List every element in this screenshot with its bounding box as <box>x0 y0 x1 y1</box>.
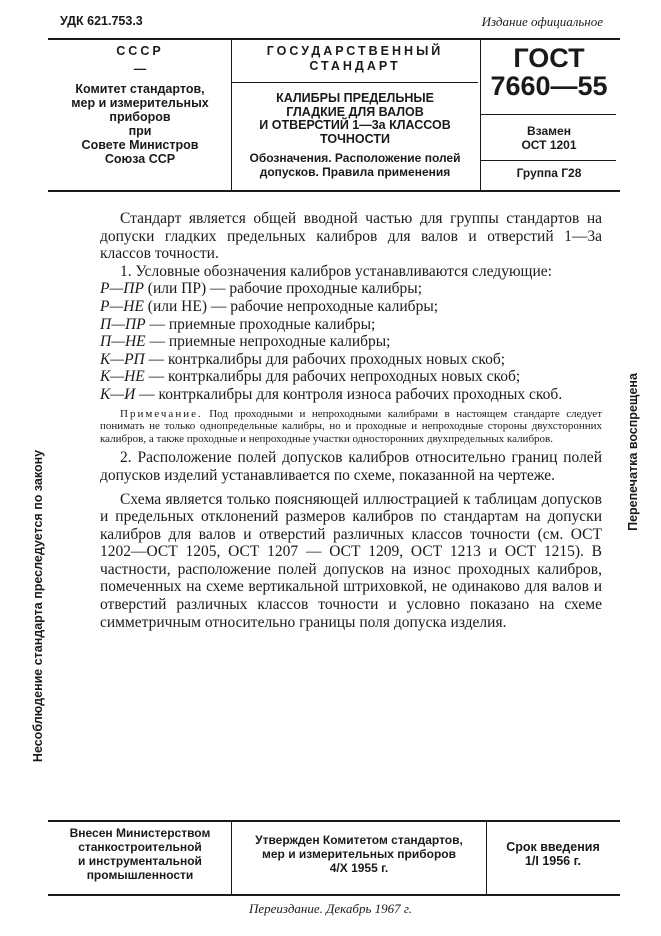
symbol-dash: (или ПР) — <box>143 280 230 298</box>
issuing-organization <box>50 44 230 166</box>
note-label: Примечание. <box>120 407 203 420</box>
symbol-item <box>100 368 602 386</box>
symbol-code: К—НЕ <box>100 368 145 386</box>
org-line: приборов <box>109 110 171 124</box>
org-line: Комитет стандартов, <box>75 82 205 96</box>
symbol-item <box>100 316 602 334</box>
document-body <box>100 210 602 631</box>
symbol-code: Р—НЕ <box>100 297 144 315</box>
introduced-line: и инструментальной <box>78 854 202 868</box>
replaces-line: ОСТ 1201 <box>521 138 577 152</box>
footer-divider-right <box>486 820 487 895</box>
approved-line: мер и измерительных приборов <box>261 847 456 861</box>
symbol-dash: — <box>145 333 169 351</box>
introduced-by <box>50 826 230 882</box>
edition-label: Издание официальное <box>481 14 603 29</box>
gost-block <box>482 43 616 180</box>
introduced-line: станкостроительной <box>78 840 202 854</box>
standard-title-block <box>232 44 478 179</box>
symbol-code: К—РП <box>100 350 145 368</box>
symbol-item <box>100 298 602 316</box>
symbol-item <box>100 351 602 369</box>
title-line: КАЛИБРЫ ПРЕДЕЛЬНЫЕ <box>276 91 434 105</box>
approved-by <box>234 833 484 875</box>
symbol-text: приемные непроходные калибры; <box>168 333 391 351</box>
state-standard-line: ГОСУДАРСТВЕННЫЙ <box>266 44 444 58</box>
side-reprint-notice: Перепечатка воспрещена <box>626 373 640 531</box>
udk-code: УДК 621.753.3 <box>60 14 143 28</box>
approved-line: Утвержден Комитетом стандартов, <box>255 833 463 847</box>
group-label: Группа Г28 <box>516 166 582 180</box>
title-line: И ОТВЕРСТИЙ 1—3а КЛАССОВ <box>259 118 451 132</box>
approved-line: 4/X 1955 г. <box>329 861 389 875</box>
item-2-paragraph: 2. Расположение полей допусков калибров относительно границ полей допусков изделий устанавливается по схеме, показанной на чертеже. <box>100 449 602 484</box>
footer-divider-left <box>231 820 232 895</box>
symbol-item <box>100 386 602 404</box>
gost-label: ГОСТ <box>513 43 585 73</box>
title-line: ГЛАДКИЕ ДЛЯ ВАЛОВ <box>286 104 424 119</box>
introduced-line: промышленности <box>86 868 194 882</box>
reissue-note: Переиздание. Декабрь 1967 г. <box>248 901 413 916</box>
symbol-text: контркалибры для контроля износа рабочих проходных скоб. <box>158 385 563 403</box>
symbol-dash: — <box>144 350 168 368</box>
symbol-code: П—НЕ <box>100 333 146 351</box>
symbol-code: П—ПР <box>100 315 146 333</box>
replaces-line: Взамен <box>527 124 571 138</box>
effective-line: 1/I 1956 г. <box>524 854 582 868</box>
effective-line: Срок введения <box>506 840 600 854</box>
note-paragraph <box>100 408 602 446</box>
symbol-dash: — <box>135 385 159 403</box>
org-line: при <box>128 124 152 138</box>
symbol-dash: (или НЕ) — <box>143 297 231 315</box>
gost-number: 7660—55 <box>490 71 608 101</box>
state-standard-line: СТАНДАРТ <box>309 59 401 73</box>
org-line: Совете Министров <box>81 138 199 152</box>
symbol-text: рабочие проходные калибры; <box>229 280 423 298</box>
symbol-dash: — <box>145 315 169 333</box>
country-dash: — <box>133 62 147 76</box>
country-label: СССР <box>116 44 164 58</box>
org-line: Союза ССР <box>104 152 176 166</box>
group-rule <box>480 160 616 161</box>
gost-rule <box>480 114 616 115</box>
symbol-text: контркалибры для рабочих непроходных новых скоб; <box>168 368 521 386</box>
subtitle-line: Обозначения. Расположение полей <box>249 151 461 165</box>
symbol-text: приемные проходные калибры; <box>168 315 376 333</box>
side-legal-notice: Несоблюдение стандарта преследуется по закону <box>31 449 45 763</box>
symbol-text: рабочие непроходные калибры; <box>230 297 439 315</box>
scheme-paragraph: Схема является только поясняющей иллюстрацией к таблицам допусков и предельных отклонений размеров калибров по стандартам на допуски калибров для валов и отверстий различных классов точности (см. ОСТ 1202—ОСТ 1205, ОСТ 1207 — ОСТ 1209, ОСТ 1213 и ОСТ 1215). В частности, расположение полей допусков на износ проходных калибров, помеченных на схеме вертикальной штриховкой, не одинаково для валов и отверстий различных классов точности и условно показано на схеме симметричным относительно границы поля допуска изделия. <box>100 490 602 631</box>
note-text: Под проходными и непроходными калибрами в настоящем стандарте следует понимать не только однопредельные калибры, но и проходные и непроходные стороны двухсторонних калибров, а также проходные и непроходные участки односторонних двухпредельных калибров. <box>100 407 602 445</box>
title-line: ТОЧНОСТИ <box>320 131 390 146</box>
standard-subtitle <box>232 152 478 179</box>
org-line: мер и измерительных <box>71 96 209 110</box>
symbol-dash: — <box>144 368 168 386</box>
title-rule <box>232 82 478 83</box>
symbol-text: контркалибры для рабочих проходных новых скоб; <box>168 350 506 368</box>
intro-paragraph: Стандарт является общей вводной частью для группы стандартов на допуски гладких предельных калибров для валов и отверстий 1—3а классов точности. <box>100 210 602 263</box>
replaces-block <box>482 124 616 152</box>
item-1-paragraph: 1. Условные обозначения калибров устанавливаются следующие: <box>120 262 552 280</box>
symbol-list <box>100 280 602 403</box>
symbol-code: К—И <box>100 385 136 403</box>
symbol-item <box>100 280 602 298</box>
symbol-item <box>100 333 602 351</box>
subtitle-line: допусков. Правила применения <box>259 164 451 179</box>
standard-title <box>232 92 478 146</box>
effective-date <box>488 840 618 868</box>
introduced-line: Внесен Министерством <box>69 826 211 840</box>
symbol-code: Р—ПР <box>100 280 144 298</box>
